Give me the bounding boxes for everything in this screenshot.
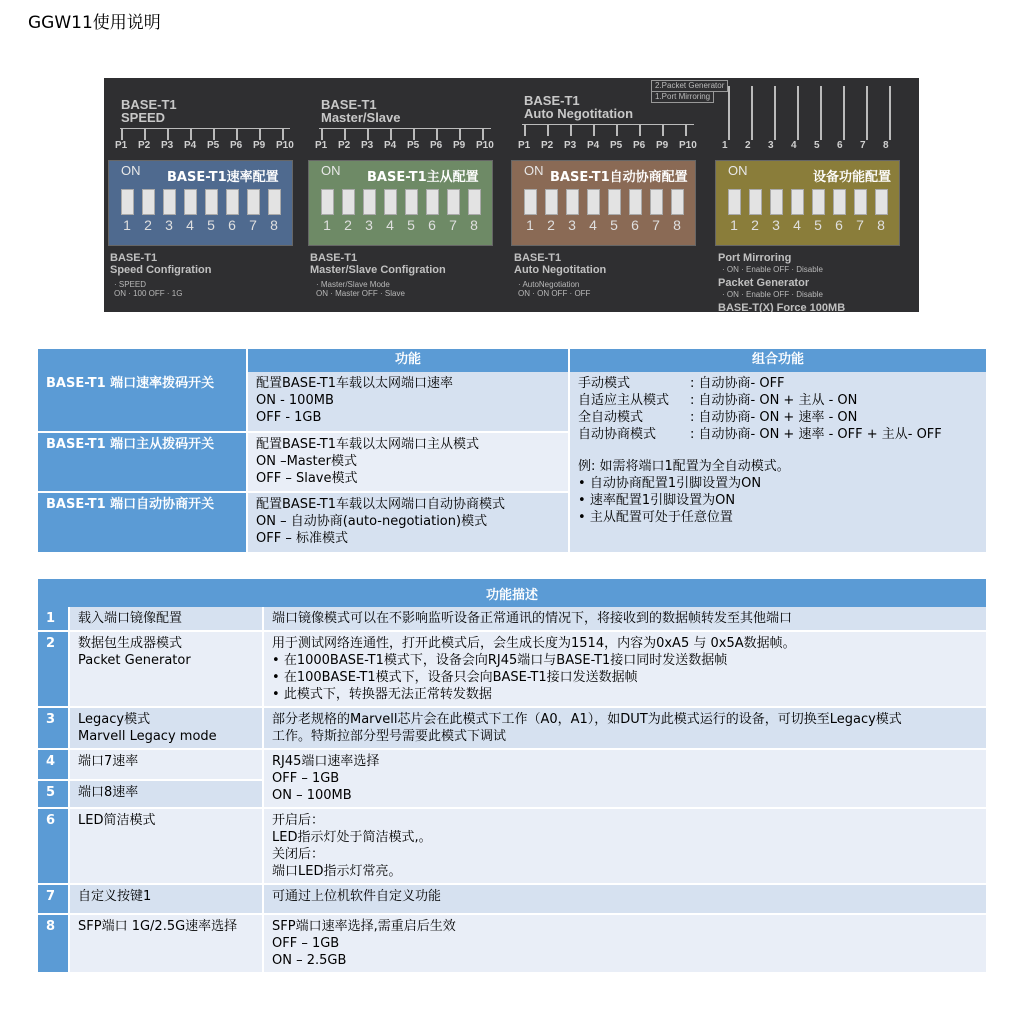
dip-switch-knob[interactable] [833, 189, 846, 215]
knob-number: 2 [751, 217, 759, 233]
pin-tick [820, 86, 822, 140]
function-desc: 开启后： LED指示灯处于简洁模式,。 关闭后： 端口LED指示灯常亮。 [263, 808, 986, 884]
pin-label: P5 [407, 140, 420, 151]
dip-switch-knob[interactable] [650, 189, 663, 215]
desc-line: 配置BASE-T1车载以太网端口主从模式 [256, 437, 479, 452]
dip-switch-knob[interactable] [545, 189, 558, 215]
dip-switch-knob[interactable] [629, 189, 642, 215]
group1-footer1: BASE-T1 [110, 252, 158, 264]
knob-number: 8 [270, 217, 278, 233]
switch-block-title: BASE-T1主从配置 [367, 170, 479, 185]
group1-bracket [120, 128, 290, 129]
desc-line: OFF - 1GB [256, 410, 322, 425]
knob-number: 4 [793, 217, 801, 233]
group2-header1: BASE-T1 [321, 97, 377, 112]
pin-tick [321, 128, 323, 140]
group1-header2: SPEED [121, 110, 166, 125]
master-slave-switch-desc [247, 432, 569, 492]
dip-switch-knob[interactable] [875, 189, 888, 215]
row-number: 7 [38, 884, 69, 914]
row-number: 3 [38, 707, 69, 749]
pin-label: 4 [791, 140, 797, 151]
function-name: 数据包生成器模式 Packet Generator [69, 631, 263, 707]
pin-tick [167, 128, 169, 140]
pin-tick [685, 124, 687, 136]
desc-line: OFF – Slave模式 [256, 471, 358, 486]
knob-number: 6 [631, 217, 639, 233]
group3-header2: Auto Negotitation [524, 106, 634, 121]
dip-switch-knob[interactable] [184, 189, 197, 215]
dip-switch-block [715, 160, 900, 246]
pin-label: 2 [745, 140, 751, 151]
knob-number: 5 [814, 217, 822, 233]
master-slave-switch-name: BASE-T1 端口主从拨码开关 [38, 432, 247, 492]
dip-switch-knob[interactable] [121, 189, 134, 215]
group3-small1: · AutoNegotiation [518, 280, 580, 289]
pin-label: P6 [230, 140, 243, 151]
pin-label: P4 [184, 140, 197, 151]
dip-switch-knob[interactable] [226, 189, 239, 215]
dip-switch-knob[interactable] [812, 189, 825, 215]
group1-header1: BASE-T1 [121, 97, 177, 112]
row-number: 8 [38, 914, 69, 973]
row-number: 6 [38, 808, 69, 884]
knob-number: 3 [165, 217, 173, 233]
pin-tick [413, 128, 415, 140]
group4-footer4: BASE-T(X) Force 100MB [718, 302, 846, 312]
pin-tick [889, 86, 891, 140]
pin-label: 8 [883, 140, 889, 151]
dip-switch-knob[interactable] [608, 189, 621, 215]
dip-switch-knob[interactable] [342, 189, 355, 215]
group2-footer2: Master/Slave Configration [310, 264, 446, 276]
pin-label: P6 [430, 140, 443, 151]
dip-switch-knob[interactable] [321, 189, 334, 215]
knob-number: 4 [386, 217, 394, 233]
dip-switch-knob[interactable] [426, 189, 439, 215]
pin-label: P9 [453, 140, 466, 151]
combo-mode-row: 手动模式 : 自动协商- OFF [578, 376, 785, 391]
group2-footer1: BASE-T1 [310, 252, 358, 264]
pin-tick [459, 128, 461, 140]
desc-bullet: • 在1000BASE-T1模式下，设备会向RJ45端口与BASE-T1接口同时发送数据帧 [272, 652, 978, 669]
dip-switch-knob[interactable] [268, 189, 281, 215]
dip-switch-knob[interactable] [205, 189, 218, 215]
dip-switch-knob[interactable] [447, 189, 460, 215]
pin-tick [259, 128, 261, 140]
pin-tick [482, 128, 484, 140]
dip-switch-knob[interactable] [142, 189, 155, 215]
dip-switch-knob[interactable] [405, 189, 418, 215]
combo-mode-row: 自动协商模式 : 自动协商- ON + 速率 - OFF + 主从- OFF [578, 427, 942, 442]
group3-header1: BASE-T1 [524, 93, 580, 108]
function-desc: 部分老规格的Marvell芯片会在此模式下工作（A0，A1），如DUT为此模式运行的设备，可切换至Legacy模式 工作。特斯拉部分型号需要此模式下调试 [263, 707, 986, 749]
knob-number: 7 [652, 217, 660, 233]
pin-tick [662, 124, 664, 136]
desc-line: OFF – 标准模式 [256, 531, 348, 546]
pin-label: P4 [587, 140, 600, 151]
pin-label: P10 [679, 140, 697, 151]
group4-footer3: Packet Generator [718, 277, 810, 289]
pin-label: P3 [564, 140, 577, 151]
group4-small1: · ON · Enable OFF · Disable [722, 265, 823, 274]
knob-number: 6 [835, 217, 843, 233]
combo-bullet: • 主从配置可处于任意位置 [578, 509, 978, 526]
knob-number: 5 [610, 217, 618, 233]
pin-label: P1 [115, 140, 128, 151]
pin-label: 5 [814, 140, 820, 151]
function-name: SFP端口 1G/2.5G速率选择 [69, 914, 263, 973]
knob-number: 8 [470, 217, 478, 233]
pin-tick [144, 128, 146, 140]
knob-number: 8 [877, 217, 885, 233]
pin-tick [728, 86, 730, 140]
function-name: LED简洁模式 [69, 808, 263, 884]
knob-number: 8 [673, 217, 681, 233]
dip-switch-panel [104, 78, 919, 312]
pin-tick [616, 124, 618, 136]
combo-bullet: • 速率配置1引脚设置为ON [578, 492, 978, 509]
pin-tick [843, 86, 845, 140]
knob-number: 5 [207, 217, 215, 233]
row-number: 5 [38, 780, 69, 808]
function-name: Legacy模式 Marvell Legacy mode [69, 707, 263, 749]
on-label: ON [524, 163, 544, 178]
function-name: 自定义按键1 [69, 884, 263, 914]
speed-switch-desc [247, 372, 569, 432]
row-number: 2 [38, 631, 69, 707]
function-description-table [38, 579, 986, 974]
config-table [38, 349, 986, 552]
pin-label: P6 [633, 140, 646, 151]
pin-label: P5 [207, 140, 220, 151]
knob-number: 2 [547, 217, 555, 233]
switch-block-title: 设备功能配置 [812, 170, 891, 185]
pin-tick [213, 128, 215, 140]
knob-number: 2 [344, 217, 352, 233]
pin-tick [121, 128, 123, 140]
desc-bullet: • 在100BASE-T1模式下，设备只会向BASE-T1接口发送数据帧 [272, 669, 978, 686]
group1-footer2: Speed Configration [110, 264, 212, 276]
pin-label: P10 [276, 140, 294, 151]
dip-switch-knob[interactable] [384, 189, 397, 215]
knob-number: 7 [249, 217, 257, 233]
pin-label: P2 [138, 140, 151, 151]
pin-tick [436, 128, 438, 140]
function-name: 端口7速率 [69, 749, 263, 780]
pin-label: P4 [384, 140, 397, 151]
pin-label: P9 [253, 140, 266, 151]
dip-switch-block [108, 160, 293, 246]
pin-label: P2 [541, 140, 554, 151]
pin-tick [593, 124, 595, 136]
combo-function-cell [569, 372, 986, 552]
pin-label: P3 [161, 140, 174, 151]
combo-mode-row: 全自动模式 : 自动协商- ON + 速率 - ON [578, 410, 858, 425]
pin-tick [797, 86, 799, 140]
document-title: GGW11使用说明 [28, 13, 161, 33]
pin-tick [236, 128, 238, 140]
knob-number: 6 [228, 217, 236, 233]
function-name: 端口8速率 [69, 780, 263, 808]
pin-label: 1 [722, 140, 728, 151]
dip-switch-knob[interactable] [728, 189, 741, 215]
pin-label: P1 [315, 140, 328, 151]
pin-label: P10 [476, 140, 494, 151]
packet-generator-top-label: 2.Packet Generator [651, 80, 728, 92]
pin-tick [774, 86, 776, 140]
pin-label: P2 [338, 140, 351, 151]
dip-switch-block [511, 160, 696, 246]
knob-number: 7 [856, 217, 864, 233]
combo-mode-row: 自适应主从模式 : 自动协商- ON + 主从 - ON [578, 393, 858, 408]
pin-tick [866, 86, 868, 140]
group3-small2: ON · ON OFF · OFF [518, 289, 591, 298]
pin-tick [344, 128, 346, 140]
group2-small2: ON · Master OFF · Slave [316, 289, 405, 298]
knob-number: 2 [144, 217, 152, 233]
dip-switch-knob[interactable] [163, 189, 176, 215]
dip-switch-knob[interactable] [854, 189, 867, 215]
pin-tick [639, 124, 641, 136]
function-name: 载入端口镜像配置 [69, 607, 263, 631]
desc-bullet: • 此模式下，转换器无法正常转发数据 [272, 686, 978, 703]
combo-example: 例: 如需将端口1配置为全自动模式。 [578, 459, 790, 474]
function-desc: RJ45端口速率选择 OFF – 1GB ON – 100MB [263, 749, 986, 808]
pin-tick [390, 128, 392, 140]
function-desc: 可通过上位机软件自定义功能 [263, 884, 986, 914]
pin-tick [190, 128, 192, 140]
dip-switch-knob[interactable] [363, 189, 376, 215]
group3-footer1: BASE-T1 [514, 252, 562, 264]
speed-switch-name: BASE-T1 端口速率拨码开关 [38, 372, 247, 432]
knob-number: 1 [323, 217, 331, 233]
config-table-header-combo: 组合功能 [569, 349, 986, 372]
desc-line: ON - 100MB [256, 393, 334, 408]
auto-neg-switch-desc [247, 492, 569, 552]
port-mirroring-top-label: 1.Port Mirroring [651, 91, 714, 103]
config-table-header-function: 功能 [247, 349, 569, 372]
pin-label: P1 [518, 140, 531, 151]
pin-label: 6 [837, 140, 843, 151]
dip-switch-knob[interactable] [247, 189, 260, 215]
knob-number: 1 [526, 217, 534, 233]
group4-small3: · ON · Enable OFF · Disable [722, 290, 823, 299]
knob-number: 1 [123, 217, 131, 233]
group1-small2: ON · 100 OFF · 1G [114, 289, 183, 298]
on-label: ON [321, 163, 341, 178]
group3-footer2: Auto Negotitation [514, 264, 607, 276]
dip-switch-knob[interactable] [566, 189, 579, 215]
dip-switch-knob[interactable] [791, 189, 804, 215]
knob-number: 6 [428, 217, 436, 233]
function-desc: SFP端口速率选择,需重启后生效 OFF – 1GB ON – 2.5GB [263, 914, 986, 973]
row-number: 1 [38, 607, 69, 631]
group1-small1: · SPEED [114, 280, 147, 289]
function-desc: 用于测试网络连通性，打开此模式后，会生成长度为1514，内容为0xA5 与 0x5A数据帧。 • 在1000BASE-T1模式下，设备会向RJ45端口与BASE-T1接口同时发送数据帧 • 在100BASE-T1模式下，设备只会向BASE-T1接口发送数据帧 • 此模式下，转换器无法正常转发数据 [263, 631, 986, 707]
knob-number: 3 [772, 217, 780, 233]
switch-block-title: BASE-T1速率配置 [167, 170, 279, 185]
knob-number: 4 [186, 217, 194, 233]
knob-number: 5 [407, 217, 415, 233]
row-number: 4 [38, 749, 69, 780]
desc-line: 配置BASE-T1车载以太网端口速率 [256, 376, 453, 391]
pin-label: 7 [860, 140, 866, 151]
function-desc: 端口镜像模式可以在不影响监听设备正常通讯的情况下，将接收到的数据帧转发至其他端口 [263, 607, 986, 631]
pin-tick [524, 124, 526, 136]
combo-bullet: • 自动协商配置1引脚设置为ON [578, 475, 978, 492]
dip-switch-knob[interactable] [770, 189, 783, 215]
pin-label: P5 [610, 140, 623, 151]
group2-small1: · Master/Slave Mode [316, 280, 390, 289]
knob-number: 4 [589, 217, 597, 233]
dip-switch-block [308, 160, 493, 246]
pin-tick [751, 86, 753, 140]
dip-switch-knob[interactable] [524, 189, 537, 215]
group2-header2: Master/Slave [321, 110, 401, 125]
pin-tick [570, 124, 572, 136]
dip-switch-knob[interactable] [468, 189, 481, 215]
knob-number: 3 [568, 217, 576, 233]
pin-label: P9 [656, 140, 669, 151]
on-label: ON [121, 163, 141, 178]
on-label: ON [728, 163, 748, 178]
switch-block-title: BASE-T1自动协商配置 [550, 170, 688, 185]
pin-label: 3 [768, 140, 774, 151]
dip-switch-knob[interactable] [671, 189, 684, 215]
pin-label: P3 [361, 140, 374, 151]
pin-tick [282, 128, 284, 140]
group4-footer1: Port Mirroring [718, 252, 792, 264]
auto-neg-switch-name: BASE-T1 端口自动协商开关 [38, 492, 247, 552]
function-table-header: 功能描述 [38, 579, 986, 607]
desc-line: ON – 自动协商(auto-negotiation)模式 [256, 514, 488, 529]
pin-tick [547, 124, 549, 136]
dip-switch-knob[interactable] [587, 189, 600, 215]
knob-number: 1 [730, 217, 738, 233]
knob-number: 3 [365, 217, 373, 233]
desc-line: 配置BASE-T1车载以太网端口自动协商模式 [256, 497, 505, 512]
desc-line: ON –Master模式 [256, 454, 357, 469]
dip-switch-knob[interactable] [749, 189, 762, 215]
knob-number: 7 [449, 217, 457, 233]
pin-tick [367, 128, 369, 140]
config-table-header-blank [38, 349, 247, 372]
